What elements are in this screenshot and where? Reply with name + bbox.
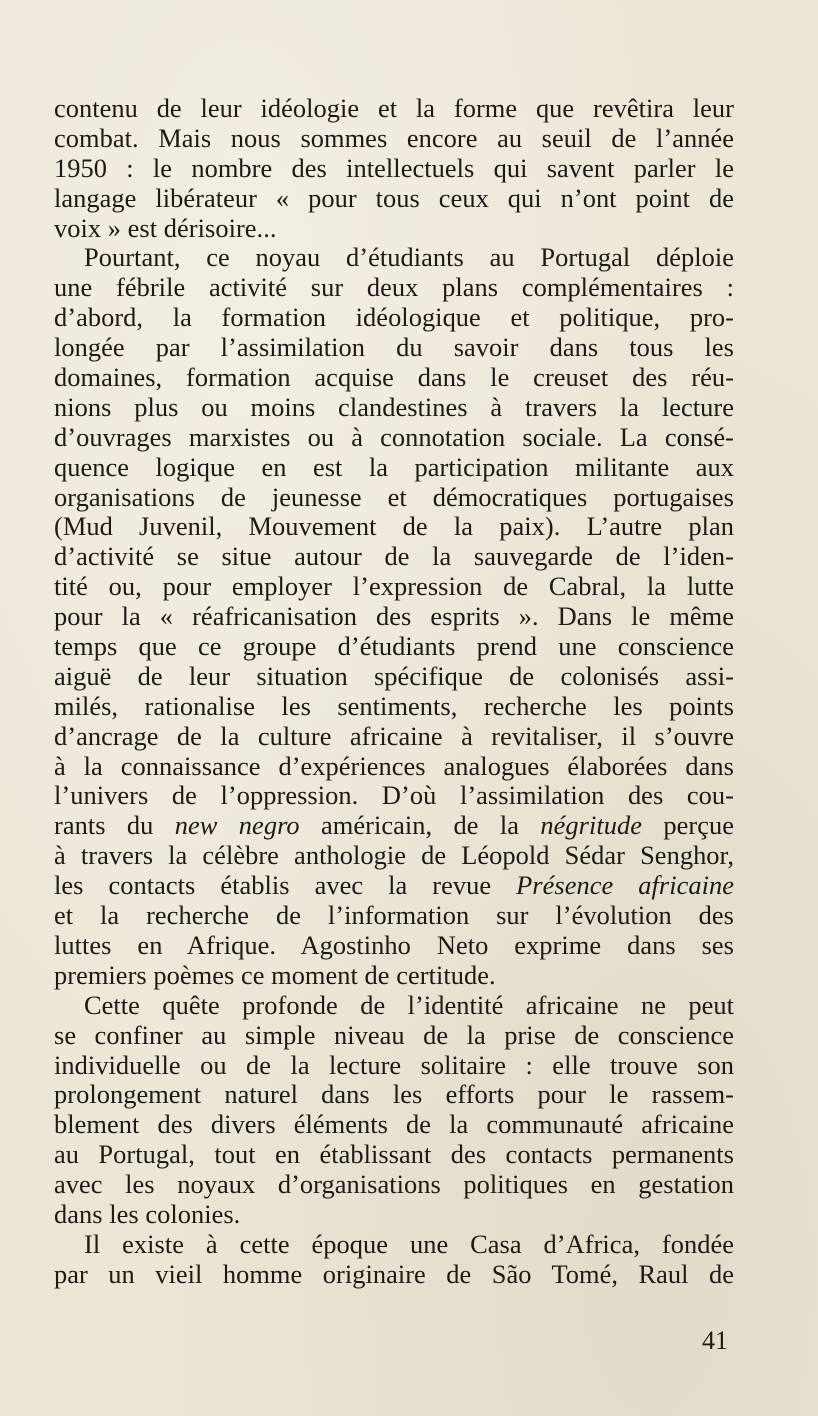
- text-line: à la connaissance d’expériences analogues élaborées dans: [54, 751, 734, 781]
- text-line-italic: [54, 871, 734, 901]
- text-line: au Portugal, tout en établissant des contacts permanents: [54, 1140, 734, 1170]
- text-line: avec les noyaux d’organisations politiques en gestation: [54, 1170, 734, 1200]
- text-line: (Mud Juvenil, Mouvement de la paix). L’autre plan: [54, 512, 734, 542]
- text-line: 1950 : le nombre des intellectuels qui savent parler le: [54, 153, 734, 183]
- text-line: Pourtant, ce noyau d’étudiants au Portugal déploie: [84, 243, 734, 273]
- text-line: contenu de leur idéologie et la forme que revêtira leur: [54, 94, 734, 123]
- text-line: domaines, formation acquise dans le creuset des réu-: [54, 363, 734, 393]
- italic-term: new negro: [174, 811, 300, 841]
- text-line: langage libérateur « pour tous ceux qui n’ont point de: [54, 183, 734, 213]
- book-page: [54, 94, 734, 1290]
- text-line: d’ouvrages marxistes ou à connotation sociale. La consé-: [54, 422, 734, 452]
- paragraph-3: [54, 991, 734, 1230]
- text-line: blement des divers éléments de la communauté africaine: [54, 1110, 734, 1140]
- text-line: se confiner au simple niveau de la prise de conscience: [54, 1020, 734, 1050]
- text-line: par un vieil homme originaire de São Tomé, Raul de: [54, 1259, 734, 1289]
- text-line: une fébrile activité sur deux plans complémentaires :: [54, 273, 734, 303]
- text-line: aiguë de leur situation spécifique de colonisés assi-: [54, 661, 734, 691]
- text-line-italic: [54, 811, 734, 841]
- text-line: d’ancrage de la culture africaine à revitaliser, il s’ouvre: [54, 721, 734, 751]
- paragraph-2: [54, 243, 734, 990]
- text-line: Cette quête profonde de l’identité africaine ne peut: [84, 990, 734, 1020]
- paragraph-1: [54, 94, 734, 243]
- text-span: perçue: [642, 811, 734, 841]
- text-line: prolongement naturel dans les efforts pour le rassem-: [54, 1080, 734, 1110]
- text-line: dans les colonies.: [54, 1199, 241, 1229]
- text-line: organisations de jeunesse et démocratiques portugaises: [54, 482, 734, 512]
- text-span: rants du: [54, 811, 175, 841]
- text-line: longée par l’assimilation du savoir dans tous les: [54, 333, 734, 363]
- italic-title: Présence africaine: [516, 871, 734, 901]
- italic-term: négritude: [540, 811, 642, 841]
- text-line: Il existe à cette époque une Casa d’Africa, fondée: [84, 1229, 734, 1259]
- text-line: à travers la célèbre anthologie de Léopold Sédar Senghor,: [54, 841, 734, 871]
- paragraph-4: [54, 1230, 734, 1290]
- text-line: voix » est dérisoire...: [54, 213, 277, 243]
- text-span: les contacts établis avec la revue: [54, 871, 517, 901]
- page-number: 41: [702, 1326, 728, 1355]
- text-line: d’abord, la formation idéologique et politique, pro-: [54, 303, 734, 333]
- text-line: pour la « réafricanisation des esprits ». Dans le même: [54, 602, 734, 632]
- text-line: et la recherche de l’information sur l’évolution des: [54, 901, 734, 931]
- text-line: combat. Mais nous sommes encore au seuil de l’année: [54, 123, 734, 153]
- text-line: temps que ce groupe d’étudiants prend une conscience: [54, 632, 734, 662]
- text-line: d’activité se situe autour de la sauvegarde de l’iden-: [54, 542, 734, 572]
- text-line: premiers poèmes ce moment de certitude.: [54, 960, 496, 990]
- body-text: [54, 94, 734, 1290]
- text-line: luttes en Afrique. Agostinho Neto exprime dans ses: [54, 930, 734, 960]
- text-line: tité ou, pour employer l’expression de Cabral, la lutte: [54, 572, 734, 602]
- text-line: nions plus ou moins clandestines à travers la lecture: [54, 392, 734, 422]
- text-line: milés, rationalise les sentiments, recherche les points: [54, 691, 734, 721]
- text-line: quence logique en est la participation militante aux: [54, 452, 734, 482]
- text-span: américain, de la: [299, 811, 541, 841]
- text-line: individuelle ou de la lecture solitaire : elle trouve son: [54, 1050, 734, 1080]
- text-line: l’univers de l’oppression. D’où l’assimilation des cou-: [54, 781, 734, 811]
